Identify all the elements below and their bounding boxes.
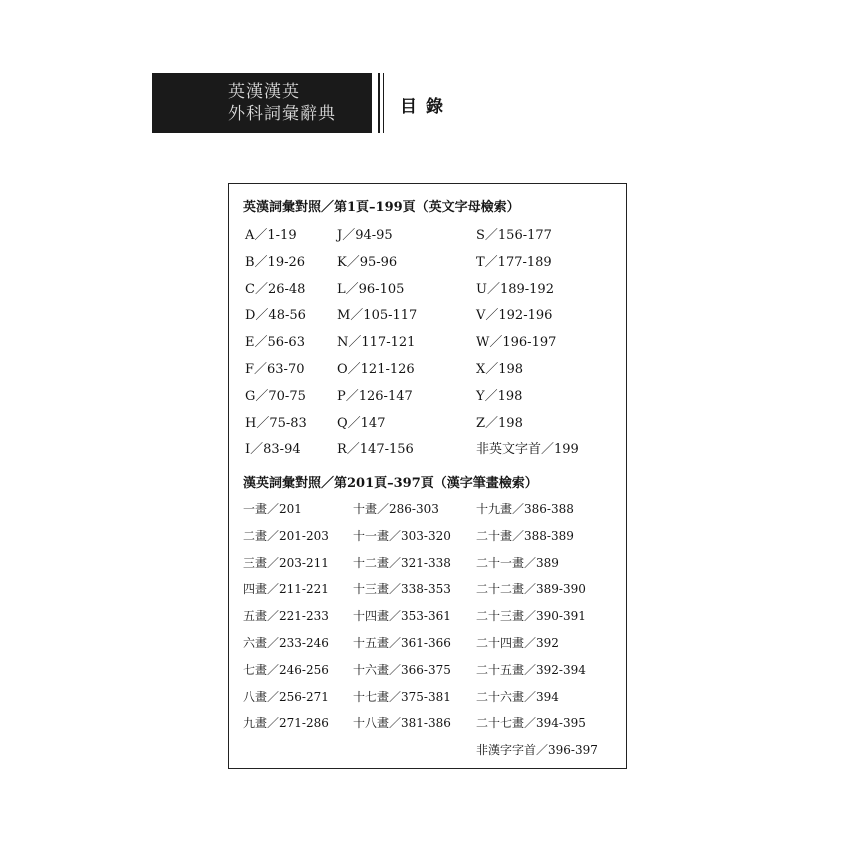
toc-entry: 七畫／246-256 (243, 662, 329, 677)
toc-entry: M／105-117 (337, 308, 418, 324)
toc-entry: Q／147 (337, 415, 386, 431)
toc-entry: 十三畫／338-353 (353, 582, 451, 597)
toc-entry: I／83-94 (245, 442, 301, 458)
toc-entry: U／189-192 (476, 281, 554, 297)
toc-entry: O／121-126 (337, 362, 415, 377)
banner-title-line-2: 外科詞彙辭典 (228, 104, 336, 124)
toc-entry: 非英文字首／199 (476, 442, 579, 458)
toc-entry: 十七畫／375-381 (353, 689, 451, 704)
toc-entry: C／26-48 (245, 281, 306, 297)
toc-entry: 五畫／221-233 (243, 609, 329, 624)
english-section-heading: 英漢詞彙對照／第1頁–199頁（英文字母檢索） (243, 200, 520, 215)
toc-entry: H／75-83 (245, 415, 307, 431)
toc-entry: 二十三畫／390-391 (476, 609, 586, 624)
toc-entry: 十一畫／303-320 (353, 528, 451, 543)
banner-edge (372, 73, 376, 133)
toc-entry: 二十四畫／392 (476, 636, 559, 650)
toc-entry: 三畫／203-211 (243, 555, 329, 570)
toc-entry: 十畫／286-303 (353, 502, 439, 516)
toc-entry: T／177-189 (476, 254, 552, 270)
toc-box (228, 183, 627, 769)
toc-entry: 十九畫／386-388 (476, 502, 574, 516)
toc-entry: 十四畫／353-361 (353, 609, 451, 624)
toc-entry: A／1-19 (245, 228, 297, 243)
toc-entry: 六畫／233-246 (243, 636, 329, 650)
toc-entry: P／126-147 (337, 388, 413, 404)
toc-entry: 十六畫／366-375 (353, 662, 451, 677)
toc-entry: 十二畫／321-338 (353, 555, 451, 570)
toc-entry: F／63-70 (245, 362, 305, 377)
toc-entry: W／196-197 (476, 335, 557, 351)
toc-entry: K／95-96 (337, 254, 398, 270)
toc-entry: 二十六畫／394 (476, 689, 559, 704)
toc-entry: 二十一畫／389 (476, 555, 559, 570)
toc-entry: L／96-105 (337, 281, 405, 297)
toc-entry: 二十五畫／392-394 (476, 662, 586, 677)
toc-entry: J／94-95 (337, 228, 393, 243)
toc-entry: 十八畫／381-386 (353, 716, 451, 731)
toc-entry: 一畫／201 (243, 502, 302, 516)
toc-entry: R／147-156 (337, 442, 414, 458)
banner-title-line-1: 英漢漢英 (228, 82, 300, 102)
toc-entry: E／56-63 (245, 335, 305, 351)
toc-entry: Z／198 (476, 415, 523, 431)
toc-entry: S／156-177 (476, 228, 552, 243)
toc-entry: 非漢字字首／396-397 (476, 743, 598, 758)
toc-entry: 八畫／256-271 (243, 689, 329, 704)
header-divider-thick (378, 73, 380, 133)
toc-entry: 二畫／201-203 (243, 528, 329, 543)
chinese-section-heading: 漢英詞彙對照／第201頁–397頁（漢字筆畫檢索） (243, 476, 538, 491)
toc-entry: B／19-26 (245, 254, 306, 270)
toc-entry: Y／198 (476, 388, 523, 404)
header-divider-thin (383, 73, 384, 133)
toc-entry: X／198 (476, 362, 524, 377)
toc-entry: 二十二畫／389-390 (476, 582, 586, 597)
dictionary-title-banner (152, 73, 372, 133)
toc-entry: N／117-121 (337, 335, 416, 351)
toc-entry: 十五畫／361-366 (353, 636, 451, 650)
toc-entry: 九畫／271-286 (243, 716, 329, 731)
toc-entry: 二十七畫／394-395 (476, 716, 586, 731)
toc-entry: V／192-196 (476, 308, 553, 324)
toc-entry: G／70-75 (245, 388, 306, 404)
toc-entry: 二十畫／388-389 (476, 528, 574, 543)
toc-entry: 四畫／211-221 (243, 582, 329, 597)
toc-entry: D／48-56 (245, 308, 306, 324)
section-label: 目錄 (400, 97, 452, 117)
